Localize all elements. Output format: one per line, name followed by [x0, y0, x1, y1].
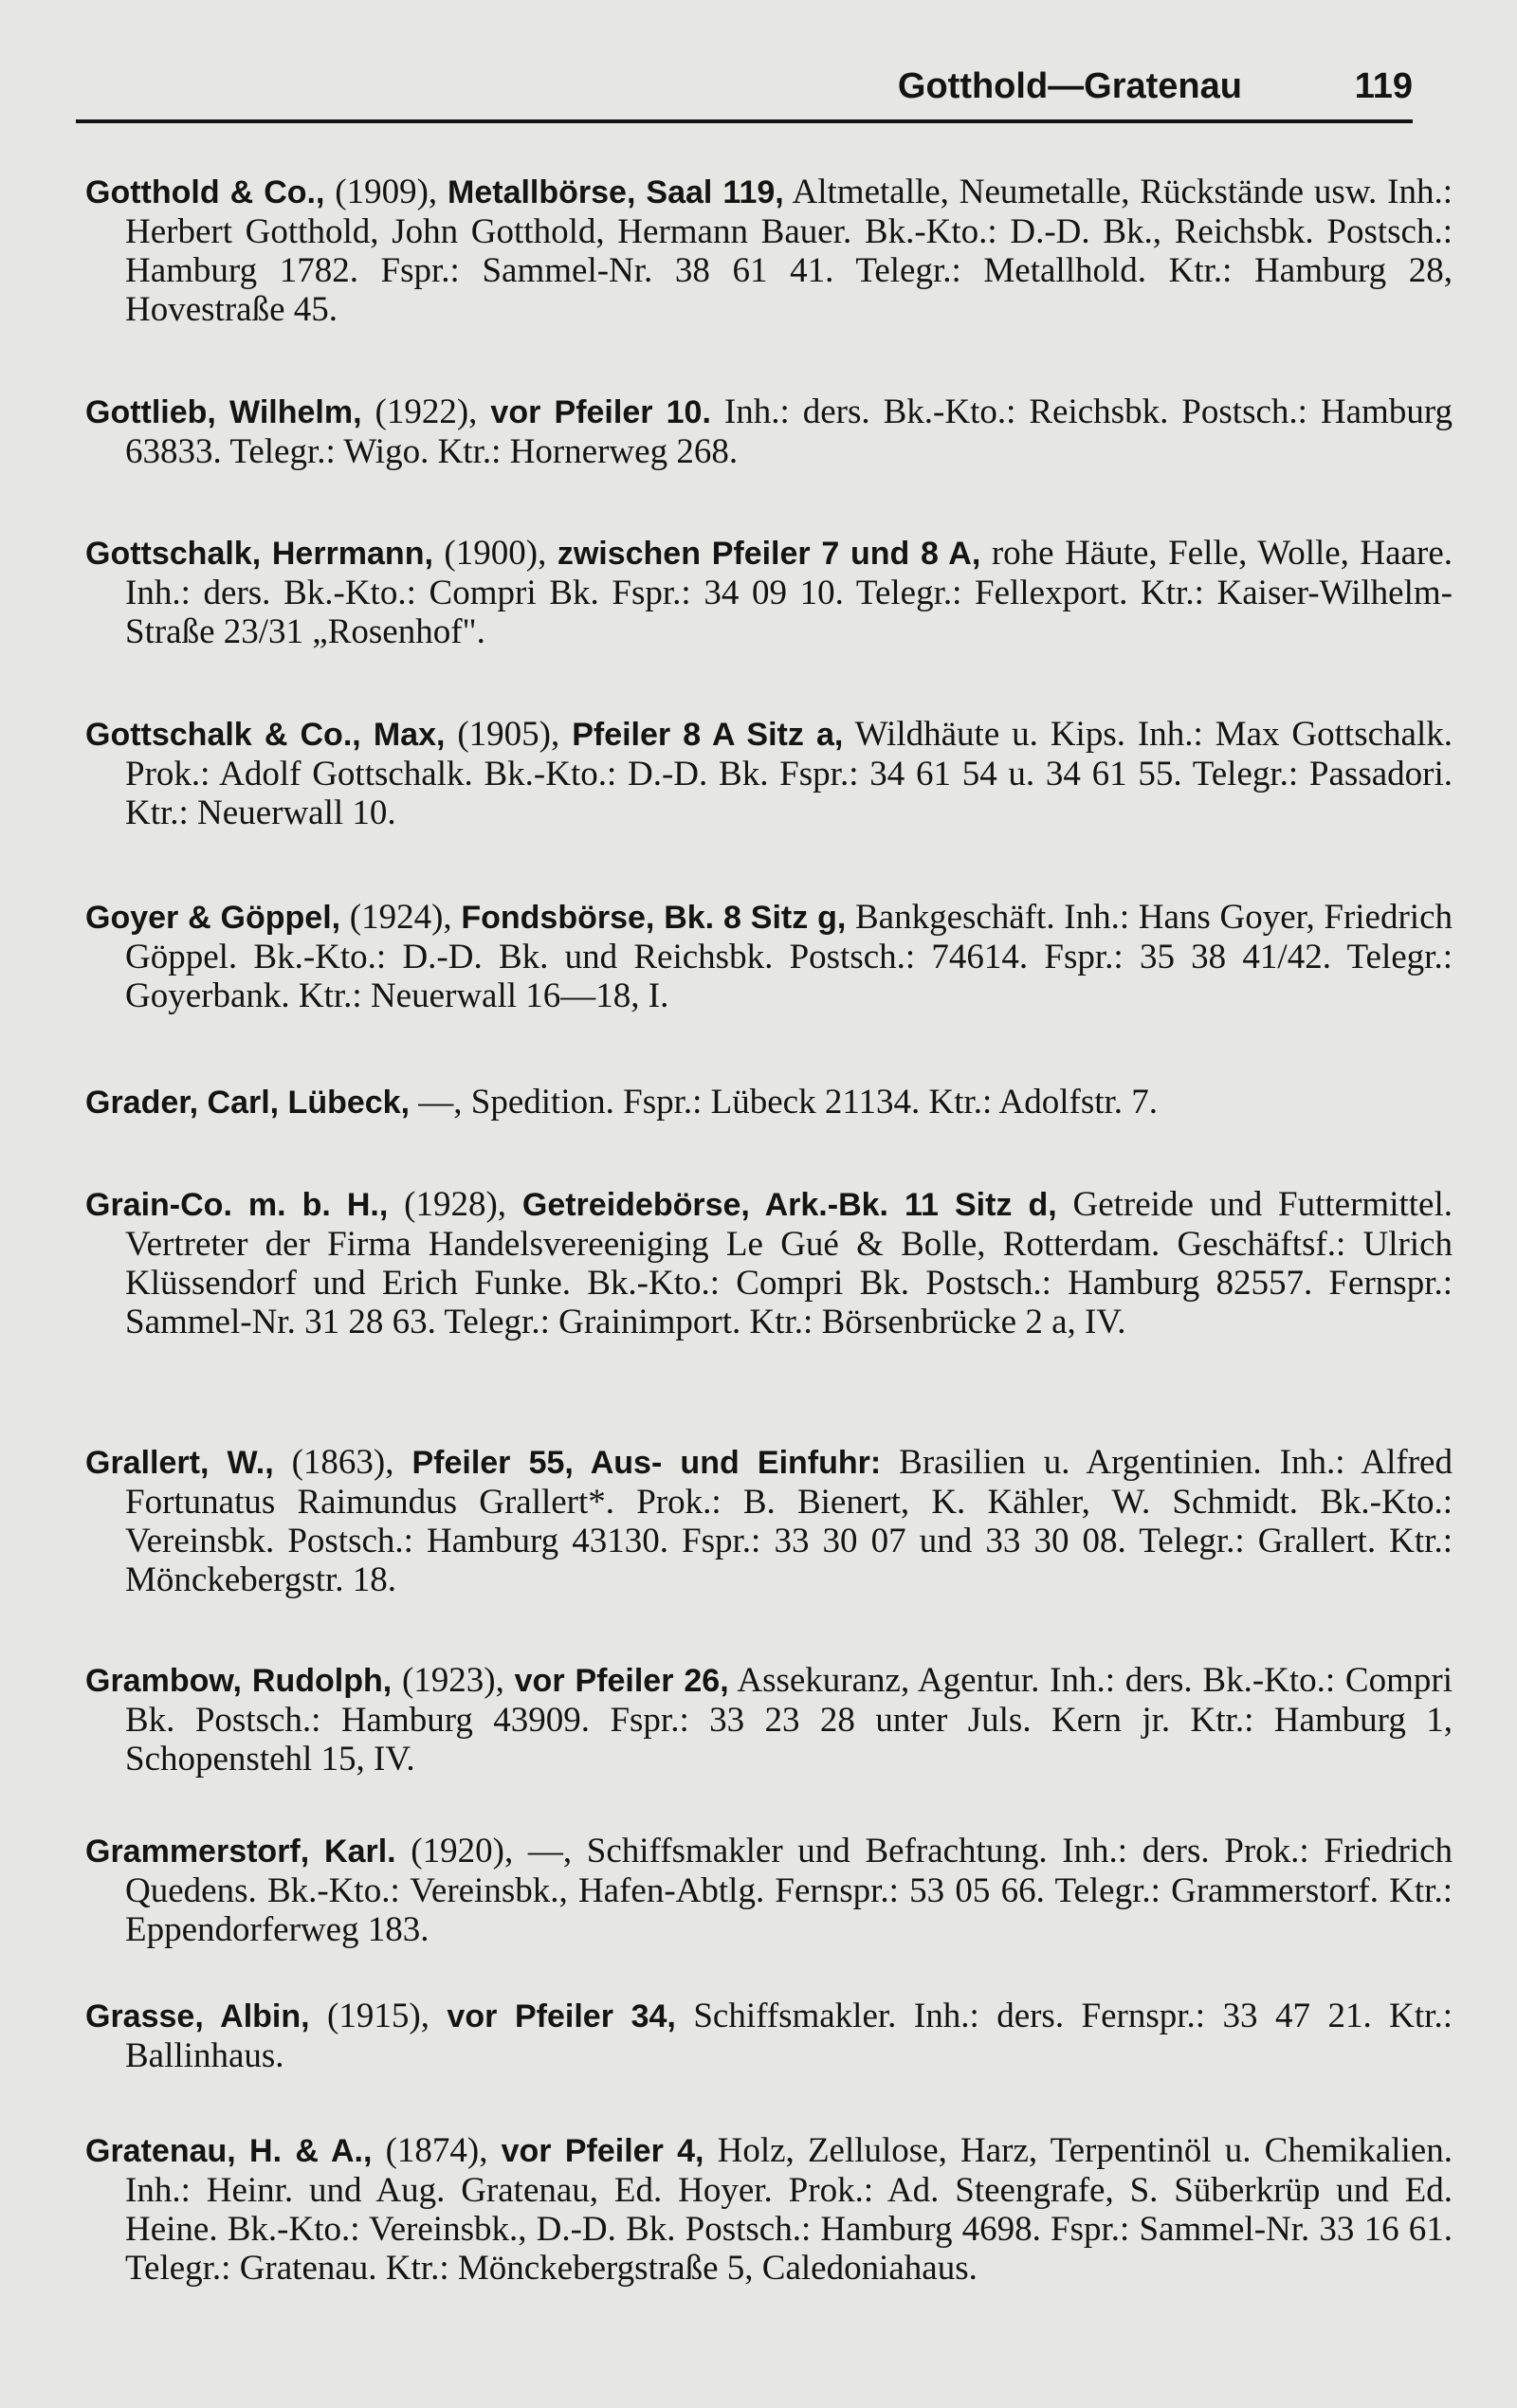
entry-location: zwischen Pfeiler 7 und 8 A, [557, 536, 981, 572]
directory-entry [85, 1083, 1453, 1122]
entry-details: Bankgeschäft. Inh.: Hans Goyer, Friedrich Göppel. Bk.-Kto.: D.-D. Bk. und Reichsbk. Postsch.: 74614. Fspr.: 35 38 41/42. Telegr.: Goyerbank. Ktr.: Neuerwall 16—18, I. [125, 898, 1453, 1015]
page-number: 119 [1354, 66, 1413, 106]
entry-location: vor Pfeiler 10. [490, 394, 711, 430]
entry-year: (1924), [340, 898, 462, 937]
entry-name: Grain-Co. m. b. H., [85, 1187, 389, 1223]
entry-year: (1874), [372, 2131, 502, 2170]
directory-entry [85, 534, 1453, 651]
entry-details: Assekuranz, Agentur. Inh.: ders. Bk.-Kto.: Compri Bk. Postsch.: Hamburg 43909. Fspr.: 33 23 28 unter Juls. Kern jr. Ktr.: Hamburg 1, Schopenstehl 15, IV. [125, 1661, 1453, 1779]
entry-name: Gottlieb, Wilhelm, [85, 394, 362, 430]
entry-name: Grallert, W., [85, 1445, 274, 1481]
entry-year: (1920), —, [395, 1832, 587, 1870]
directory-entry [85, 173, 1453, 329]
entry-year: (1922), [361, 392, 491, 431]
entry-details: Schiffsmakler. Inh.: ders. Fernspr.: 33 47 21. Ktr.: Ballinhaus. [125, 1997, 1453, 2075]
entry-location: Metallbörse, Saal 119, [448, 174, 784, 210]
entry-name: Gratenau, H. & A., [85, 2133, 373, 2169]
directory-entry [85, 715, 1453, 832]
directory-entry [85, 1443, 1453, 1599]
entry-year: (1863), [273, 1443, 412, 1482]
directory-entry [85, 2131, 1453, 2288]
entry-year: —, [410, 1083, 471, 1122]
entry-details: Spedition. Fspr.: Lübeck 21134. Ktr.: Adolfstr. 7. [470, 1083, 1159, 1122]
entry-year: (1909), [324, 173, 448, 211]
entry-year: (1923), [392, 1661, 515, 1700]
directory-entry [85, 1661, 1453, 1779]
entry-location: Getreidebörse, Ark.-Bk. 11 Sitz d, [521, 1187, 1057, 1223]
entry-location: Fondsbörse, Bk. 8 Sitz g, [461, 900, 847, 936]
entry-details: rohe Häute, Felle, Wolle, Haare. Inh.: ders. Bk.-Kto.: Compri Bk. Fspr.: 34 09 10. Telegr.: Fellexport. Ktr.: Kaiser-Wilhelm-Straße 23/31 „Rosenhof". [125, 534, 1453, 651]
entry-year: (1915), [309, 1997, 448, 2035]
entry-year: (1900), [432, 534, 557, 573]
running-head [76, 57, 1413, 114]
header-rule [76, 119, 1413, 123]
entry-name: Grasse, Albin, [85, 1998, 310, 2034]
entry-name: Grammerstorf, Karl. [85, 1833, 396, 1870]
entry-details: Brasilien u. Argentinien. Inh.: Alfred Fortunatus Raimundus Grallert*. Prok.: B. Bienert, K. Kähler, W. Schmidt. Bk.-Kto.: Vereinsbk. Postsch.: Hamburg 43130. Fspr.: 33 30 07 und 33 30 08. Telegr.: Grallert. Ktr.: Mönckebergstr. 18. [125, 1443, 1453, 1599]
entry-details: Inh.: ders. Bk.-Kto.: Reichsbk. Postsch.: Hamburg 63833. Telegr.: Wigo. Ktr.: Hornerweg 268. [125, 392, 1453, 471]
entry-name: Gotthold & Co., [85, 174, 325, 210]
directory-entry [85, 1997, 1453, 2075]
page-title: Gotthold—Gratenau [897, 66, 1242, 106]
entry-details: Altmetalle, Neumetalle, Rückstände usw. Inh.: Herbert Gotthold, John Gotthold, Hermann Bauer. Bk.-Kto.: D.-D. Bk., Reichsbk. Postsch.: Hamburg 1782. Fspr.: Sammel-Nr. 38 61 41. Telegr.: Metallhold. Ktr.: Hamburg 28, Hovestraße 45. [125, 173, 1453, 329]
entry-location: vor Pfeiler 26, [514, 1663, 729, 1699]
entry-name: Grambow, Rudolph, [85, 1663, 393, 1699]
entry-details: Getreide und Futtermittel. Vertreter der Firma Handelsvereeniging Le Gué & Bolle, Rotterdam. Geschäftsf.: Ulrich Klüssendorf und Erich Funke. Bk.-Kto.: Compri Bk. Postsch.: Hamburg 82557. Fernspr.: Sammel-Nr. 31 28 63. Telegr.: Grainimport. Ktr.: Börsenbrücke 2 a, IV. [125, 1185, 1453, 1341]
entry-details: Wildhäute u. Kips. Inh.: Max Gottschalk. Prok.: Adolf Gottschalk. Bk.-Kto.: D.-D. Bk. Fspr.: 34 61 54 u. 34 61 55. Telegr.: Passadori. Ktr.: Neuerwall 10. [125, 715, 1453, 832]
directory-entry [85, 1832, 1453, 1949]
directory-entry [85, 392, 1453, 471]
entry-location: Pfeiler 55, Aus- und Einfuhr: [411, 1445, 882, 1481]
entry-name: Gottschalk & Co., Max, [85, 717, 446, 753]
entry-details: Holz, Zellulose, Harz, Terpentinöl u. Chemikalien. Inh.: Heinr. und Aug. Gratenau, Ed. Hoyer. Prok.: Ad. Steengrafe, S. Süberkrüp und Ed. Heine. Bk.-Kto.: Vereinsbk., D.-D. Bk. Postsch.: Hamburg 4698. Fspr.: Sammel-Nr. 33 16 61. Telegr.: Gratenau. Ktr.: Mönckebergstraße 5, Caledoniahaus. [125, 2131, 1453, 2288]
entry-year: (1928), [388, 1185, 522, 1224]
entry-location: vor Pfeiler 4, [501, 2133, 704, 2169]
entry-year: (1905), [445, 715, 573, 754]
entry-name: Goyer & Göppel, [85, 900, 341, 936]
directory-entry [85, 1185, 1453, 1341]
entry-location: vor Pfeiler 34, [447, 1998, 676, 2034]
entry-name: Gottschalk, Herrmann, [85, 536, 433, 572]
directory-entry [85, 898, 1453, 1015]
entry-details: Schiffsmakler und Befrachtung. Inh.: ders. Prok.: Friedrich Quedens. Bk.-Kto.: Vereinsbk., Hafen-Abtlg. Fernspr.: 53 05 66. Telegr.: Grammerstorf. Ktr.: Eppendorferweg 183. [125, 1832, 1453, 1949]
entry-location: Pfeiler 8 A Sitz a, [572, 717, 844, 753]
entry-name: Grader, Carl, Lübeck, [85, 1085, 411, 1121]
